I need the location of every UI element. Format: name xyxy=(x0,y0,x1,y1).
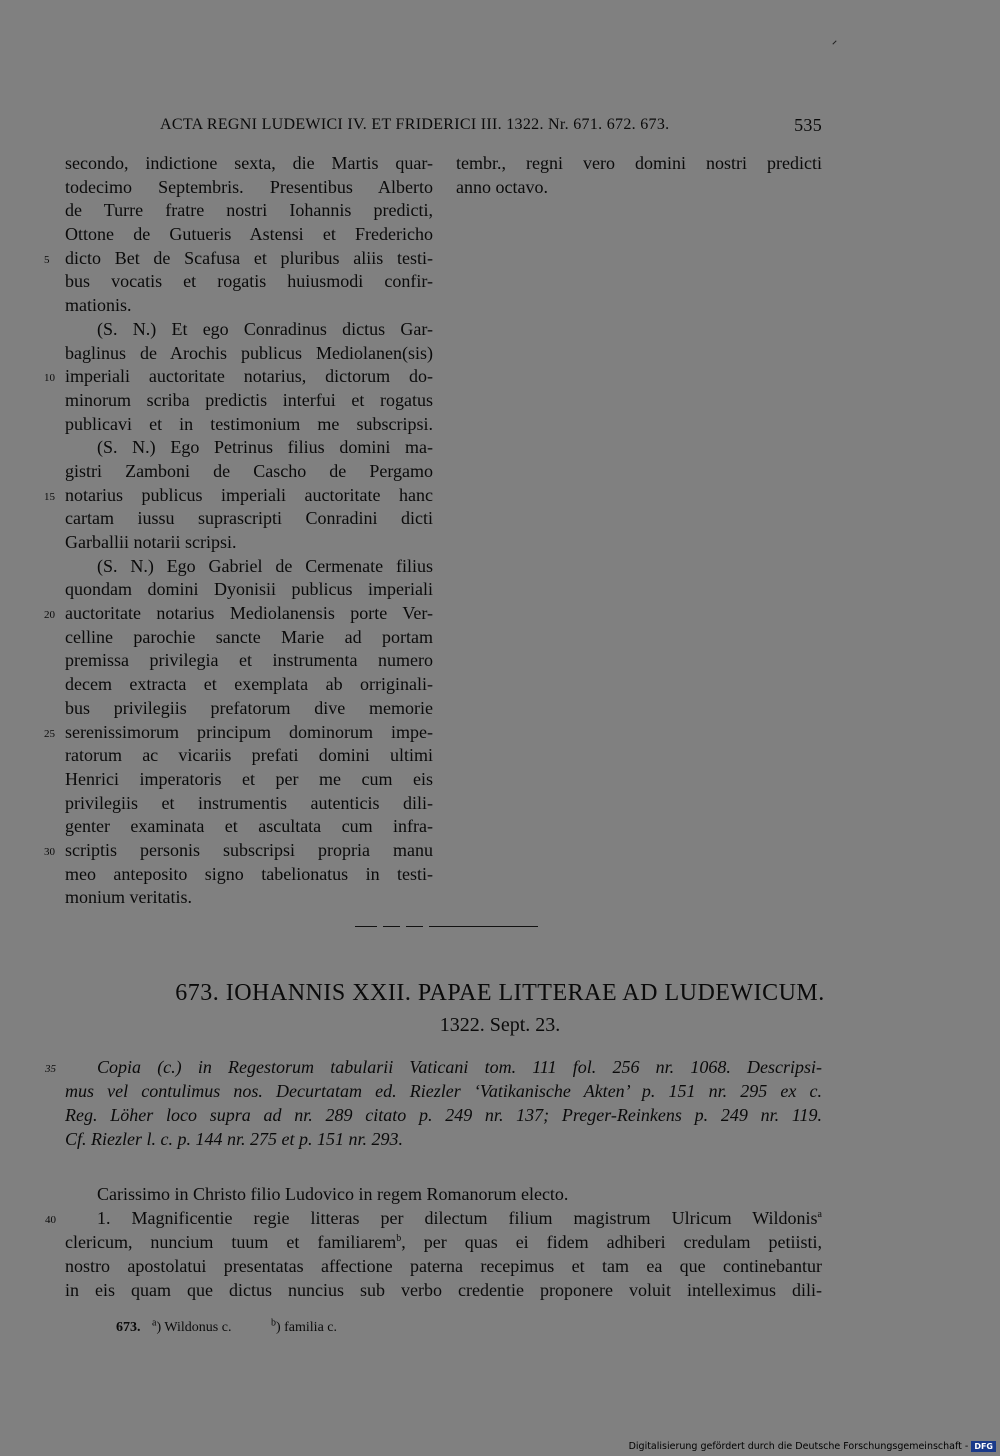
line-number: 20 xyxy=(44,609,55,622)
text-line xyxy=(65,1278,822,1302)
rule-gap xyxy=(377,922,383,930)
footer xyxy=(629,1441,996,1452)
line-text: auctoritate notarius Mediolanensis porte Ver- xyxy=(65,603,433,624)
line-text: , per quas ei fidem adhiberi credulam petiisti, xyxy=(401,1232,822,1252)
line-text: privilegiis et instrumentis autenticis dili- xyxy=(65,792,433,813)
line-text: decem extracta et exemplata ab orriginali- xyxy=(65,674,433,695)
line-text: Copia (c.) in Regestorum tabularii Vaticani tom. 111 fol. 256 nr. 1068. Descripsi- xyxy=(97,1057,822,1077)
rule-gap xyxy=(423,922,429,930)
line-text: meo anteposito signo tabelionatus in testi- xyxy=(65,863,433,884)
text-line xyxy=(65,1103,822,1127)
rule-gap xyxy=(400,922,406,930)
left-column xyxy=(44,152,433,910)
text-line xyxy=(44,602,433,626)
text-line xyxy=(65,1079,822,1103)
line-number: 30 xyxy=(44,845,55,858)
text-line xyxy=(45,1055,822,1079)
line-text: scriptis personis subscripsi propria manu xyxy=(65,839,433,860)
text-line xyxy=(65,460,433,484)
text-line xyxy=(65,792,433,816)
text-line xyxy=(44,839,433,863)
text-line xyxy=(44,484,433,508)
footnote-mark: b xyxy=(270,1317,276,1329)
footnote-mark: a xyxy=(817,1209,822,1220)
footer-text: Digitalisierung gefördert durch die Deutsche Forschungsgemeinschaft - xyxy=(628,1441,969,1452)
text-line xyxy=(44,247,433,271)
footnote-a: ) Wildonus c. xyxy=(156,1320,232,1335)
text-line xyxy=(65,1254,822,1278)
footnotes xyxy=(116,1317,337,1336)
text-line xyxy=(65,270,433,294)
line-text: Garballii notarii scripsi. xyxy=(65,532,237,552)
document-date: 1322. Sept. 23. xyxy=(439,1014,561,1036)
line-text: ratorum ac vicariis prefati domini ultimi xyxy=(65,745,433,766)
line-text: publicavi et in testimonium me subscripsi. xyxy=(65,413,433,434)
line-text: in eis quam que dictus nuncius sub verbo credentie proponere voluit intelleximus dili- xyxy=(65,1280,822,1300)
text-line xyxy=(65,555,433,579)
line-text: Reg. Löher loco supra ad nr. 289 citato p. 249 nr. 137; Preger-Reinkens p. 249 nr. 119. xyxy=(65,1105,822,1125)
text-line xyxy=(65,507,433,531)
text-line xyxy=(65,626,433,650)
text-line xyxy=(456,176,822,200)
line-text: (S. N.) Ego Gabriel de Cermenate filius xyxy=(97,555,433,576)
line-text: genter examinata et ascultata cum infra- xyxy=(65,816,433,837)
text-line xyxy=(65,389,433,413)
line-text: minorum scriba predictis interfui et rogatus xyxy=(65,389,433,410)
text-line xyxy=(65,531,433,555)
text-line xyxy=(65,744,433,768)
line-text: celline parochie sancte Marie ad portam xyxy=(65,626,433,647)
source-note xyxy=(45,1055,822,1151)
line-text: bus privilegiis prefatorum dive memorie xyxy=(65,697,433,718)
line-text: de Turre fratre nostri Iohannis predicti, xyxy=(65,200,433,221)
line-text: mationis. xyxy=(65,295,132,316)
line-text: imperiali auctoritate notarius, dictorum do- xyxy=(65,366,433,387)
line-text: mus vel contulimus nos. Decurtatam ed. Riezler ‘Vatikanische Akten’ p. 151 nr. 295 ex c. xyxy=(65,1081,822,1101)
text-line xyxy=(65,223,433,247)
text-line xyxy=(456,152,822,176)
line-text: clericum, nuncium tuum et familiarem xyxy=(65,1232,397,1252)
line-text: bus vocatis et rogatis huiusmodi confir- xyxy=(65,271,433,292)
text-line xyxy=(65,578,433,602)
text-line xyxy=(65,697,433,721)
line-text: todecimo Septembris. Presentibus Alberto xyxy=(65,176,433,197)
text-line xyxy=(65,413,433,437)
text-line xyxy=(65,649,433,673)
line-number: 10 xyxy=(44,372,55,385)
line-text: gistri Zamboni de Cascho de Pergamo xyxy=(65,460,433,481)
line-number: 15 xyxy=(44,490,55,503)
line-number: 25 xyxy=(44,727,55,740)
dfg-logo: DFG xyxy=(971,1441,996,1452)
line-text: Henrici imperatoris et per me cum eis xyxy=(65,768,433,789)
salutation-line xyxy=(65,1182,822,1206)
document-heading: 673. IOHANNIS XXII. PAPAE LITTERAE AD LUDEWICUM. xyxy=(175,980,825,1006)
text-line xyxy=(65,863,433,887)
text-line xyxy=(65,815,433,839)
text-line xyxy=(44,365,433,389)
text-line xyxy=(65,673,433,697)
page-number: 535 xyxy=(794,115,822,135)
footnote-b: ) familia c. xyxy=(275,1320,337,1335)
line-text: 1. Magnificentie regie litteras per dilectum filium magistrum Ulricum Wildonis xyxy=(97,1208,818,1228)
line-text: (S. N.) Et ego Conradinus dictus Gar- xyxy=(97,318,433,339)
text-line xyxy=(65,436,433,460)
right-column xyxy=(456,152,822,199)
text-line xyxy=(65,1230,822,1254)
footnote-mark: b xyxy=(396,1233,402,1244)
text-line xyxy=(65,199,433,223)
footnote-mark: a xyxy=(152,1317,157,1329)
text-line xyxy=(65,152,433,176)
line-text: quondam domini Dyonisii publicus imperiali xyxy=(65,579,433,600)
running-title: ACTA REGNI LUDEWICI IV. ET FRIDERICI III. 1322. Nr. 671. 672. 673. xyxy=(160,116,670,133)
text-line xyxy=(65,176,433,200)
text-line xyxy=(65,768,433,792)
line-text: Ottone de Gutueris Astensi et Fredericho xyxy=(65,224,433,245)
line-text: baglinus de Arochis publicus Mediolanen(sis) xyxy=(65,342,433,363)
salutation: Carissimo in Christo filio Ludovico in regem Romanorum electo. xyxy=(97,1184,569,1204)
line-text: (S. N.) Ego Petrinus filius domini ma- xyxy=(97,437,433,458)
text-line xyxy=(65,342,433,366)
text-line xyxy=(65,294,433,318)
line-number: 40 xyxy=(45,1214,56,1226)
text-line xyxy=(65,886,433,910)
text-line xyxy=(65,1127,822,1151)
line-text: premissa privilegia et instrumenta numero xyxy=(65,650,433,671)
text-line xyxy=(45,1206,822,1230)
letter-body xyxy=(45,1182,822,1302)
footnote-doc-number: 673. xyxy=(116,1320,141,1335)
line-text: Cf. Riezler l. c. p. 144 nr. 275 et p. 151 nr. 293. xyxy=(65,1129,403,1149)
line-text: dicto Bet de Scafusa et pluribus aliis testi- xyxy=(65,247,433,268)
line-number: 35 xyxy=(45,1063,56,1075)
line-text: nostro apostolatui presentatas affectione paterna recepimus et tam ea que continebantur xyxy=(65,1256,822,1276)
text-line xyxy=(44,721,433,745)
text-line xyxy=(65,318,433,342)
line-text: monium veritatis. xyxy=(65,887,192,908)
line-text: tembr., regni vero domini nostri predicti xyxy=(456,153,822,173)
line-text: secondo, indictione sexta, die Martis quar- xyxy=(65,153,433,173)
line-text: serenissimorum principum dominorum impe- xyxy=(65,721,433,742)
scan-mark xyxy=(832,40,836,44)
line-text: cartam iussu suprascripti Conradini dicti xyxy=(65,508,433,529)
line-text: notarius publicus imperiali auctoritate hanc xyxy=(65,484,433,505)
line-number: 5 xyxy=(44,253,50,266)
line-text: anno octavo. xyxy=(456,176,548,197)
